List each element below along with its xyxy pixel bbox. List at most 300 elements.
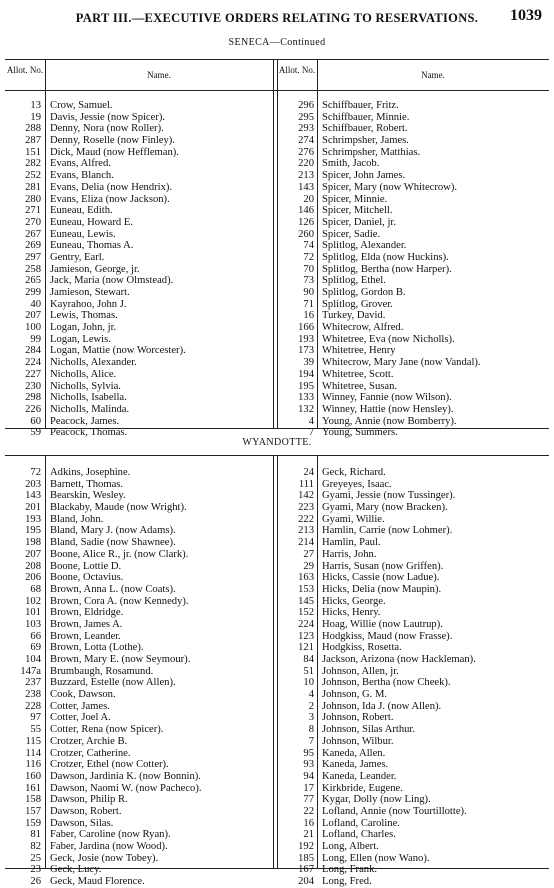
allottee-name: Cotter, Joel A.	[50, 712, 111, 724]
allottee-name: Jack, Maria (now Olmstead).	[50, 275, 174, 287]
allottee-name: Schiffbauer, Robert.	[322, 123, 408, 135]
allotment-number: 70	[303, 263, 314, 275]
allottee-name: Peacock, James.	[50, 415, 120, 427]
table-row	[5, 771, 549, 783]
allottee-name: Dawson, Silas.	[50, 817, 114, 829]
allotment-number: 222	[298, 513, 314, 525]
allotment-number: 287	[25, 135, 41, 147]
allottee-name: Bearskin, Wesley.	[50, 490, 126, 502]
allotment-number: 10	[303, 677, 314, 689]
allotment-number: 142	[298, 490, 314, 502]
allottee-name: Brown, Eldridge.	[50, 607, 124, 619]
table-row	[5, 112, 549, 124]
table-row	[5, 853, 549, 865]
allottee-name: Lofland, Charles.	[322, 829, 396, 841]
allotment-number: 71	[303, 298, 314, 310]
table-row	[5, 217, 549, 229]
allotment-number: 102	[25, 595, 41, 607]
allotment-number: 293	[298, 123, 314, 135]
allottee-name: Johnson, Allen, jr.	[322, 665, 399, 677]
allotment-number: 228	[25, 700, 41, 712]
table-row	[5, 322, 549, 334]
allottee-name: Logan, Mattie (now Worcester).	[50, 345, 186, 357]
allottee-name: Crotzer, Archie B.	[50, 735, 128, 747]
allottee-name: Brown, Anna L. (now Coats).	[50, 583, 176, 595]
allotment-number: 115	[25, 735, 41, 747]
allottee-name: Spicer, Minnie.	[322, 193, 388, 205]
allottee-name: Whitetree, Henry	[322, 345, 396, 357]
allottee-name: Geck, Josie (now Tobey).	[50, 852, 159, 864]
table-row	[5, 642, 549, 654]
table-row	[5, 561, 549, 573]
allottee-name: Crotzer, Ethel (now Cotter).	[50, 759, 169, 771]
table-row	[5, 490, 549, 502]
allotment-number: 223	[298, 502, 314, 514]
allotment-number: 208	[25, 560, 41, 572]
allottee-name: Brown, Mary E. (now Seymour).	[50, 654, 191, 665]
allottee-name: Cotter, James.	[50, 700, 110, 712]
allottee-name: Kygar, Dolly (now Ling).	[322, 794, 431, 806]
allotment-number: 295	[298, 111, 314, 123]
allotment-number: 227	[25, 368, 41, 380]
allotment-number: 258	[25, 263, 41, 275]
table-row	[5, 759, 549, 771]
allottee-name: Faber, Jardina (now Wood).	[50, 841, 168, 852]
wyandotte-rows	[5, 467, 549, 888]
allotment-number: 133	[298, 392, 314, 404]
allotment-number: 111	[298, 478, 314, 490]
wyandotte-section-title: WYANDOTTE.	[242, 437, 312, 448]
allotment-number: 7	[308, 427, 314, 439]
allotment-number: 213	[298, 170, 314, 182]
allotment-number: 281	[25, 181, 41, 193]
allottee-name: Logan, John, jr.	[50, 322, 117, 334]
table-row	[5, 525, 549, 537]
table-row	[5, 334, 549, 346]
table-row	[5, 864, 549, 876]
table-row	[5, 619, 549, 631]
allotment-number: 265	[25, 275, 41, 287]
table-row	[5, 689, 549, 701]
allotment-number: 145	[298, 595, 314, 607]
allotment-number: 161	[25, 782, 41, 794]
table-row	[5, 479, 549, 491]
seneca-col-name-right: Name.	[421, 70, 445, 80]
allottee-name: Splitlog, Gordon B.	[322, 287, 406, 298]
allottee-name: Davis, Jessie (now Spicer).	[50, 111, 166, 123]
allotment-number: 59	[30, 427, 41, 439]
allotment-number: 252	[25, 170, 41, 182]
allotment-number: 274	[298, 135, 314, 147]
allottee-name: Adkins, Josephine.	[50, 467, 131, 478]
allottee-name: Long, Albert.	[322, 841, 379, 852]
allotment-number: 4	[308, 415, 314, 427]
allotment-number: 94	[303, 770, 314, 782]
allotment-number: 21	[303, 829, 314, 841]
allottee-name: Bland, Mary J. (now Adams).	[50, 525, 176, 537]
allotment-number: 271	[25, 205, 41, 217]
allottee-name: Evans, Eliza (now Jackson).	[50, 193, 170, 205]
allottee-name: Hicks, Cassie (now Ladue).	[322, 572, 440, 584]
allottee-name: Splitlog, Bertha (now Harper).	[322, 263, 452, 275]
allottee-name: Euneau, Lewis.	[50, 228, 116, 240]
table-row	[5, 677, 549, 689]
allotment-number: 198	[25, 537, 41, 549]
table-row	[5, 229, 549, 241]
allottee-name: Hicks, George.	[322, 595, 386, 607]
allotment-number: 193	[25, 513, 41, 525]
table-row	[5, 794, 549, 806]
allottee-name: Gentry, Earl.	[50, 251, 105, 263]
table-row	[5, 404, 549, 416]
allottee-name: Geck, Lucy.	[50, 864, 102, 876]
allottee-name: Splitlog, Elda (now Huckins).	[322, 251, 449, 263]
allottee-name: Hodgkiss, Rosetta.	[322, 642, 402, 654]
allotment-number: 69	[30, 642, 41, 654]
table-row	[5, 701, 549, 713]
allottee-name: Splitlog, Ethel.	[322, 275, 386, 287]
allotment-number: 282	[25, 158, 41, 170]
allottee-name: Long, Frank.	[322, 864, 378, 876]
allottee-name: Evans, Blanch.	[50, 170, 114, 182]
allotment-number: 40	[30, 298, 41, 310]
table-row	[5, 158, 549, 170]
allotment-number: 201	[25, 502, 41, 514]
table-row	[5, 584, 549, 596]
allottee-name: Whitetree, Susan.	[322, 380, 398, 392]
allotment-number: 204	[298, 876, 314, 888]
allotment-number: 166	[298, 322, 314, 334]
allotment-number: 193	[298, 333, 314, 345]
allottee-name: Dick, Maud (now Heffleman).	[50, 146, 179, 158]
allotment-number: 132	[298, 403, 314, 415]
allotment-number: 214	[298, 537, 314, 549]
table-row	[5, 299, 549, 311]
table-row	[5, 252, 549, 264]
allottee-name: Johnson, G. M.	[322, 689, 388, 701]
allotment-number: 230	[25, 380, 41, 392]
allottee-name: Lewis, Thomas.	[50, 310, 118, 322]
allottee-name: Johnson, Ida J. (now Allen).	[322, 700, 442, 712]
allotment-number: 173	[298, 345, 314, 357]
allotment-number: 195	[298, 380, 314, 392]
table-row	[5, 100, 549, 112]
table-row	[5, 392, 549, 404]
allottee-name: Spicer, Mitchell.	[322, 205, 393, 217]
allottee-name: Johnson, Bertha (now Cheek).	[322, 677, 451, 689]
allotment-number: 22	[303, 805, 314, 817]
allottee-name: Hoag, Willie (now Lautrup).	[322, 618, 443, 630]
allottee-name: Jamieson, George, jr.	[50, 263, 140, 275]
table-row	[5, 135, 549, 147]
allottee-name: Euneau, Howard E.	[50, 216, 133, 228]
allotment-number: 220	[298, 158, 314, 170]
allotment-number: 68	[30, 583, 41, 595]
allottee-name: Johnson, Silas Arthur.	[322, 724, 415, 736]
allotment-number: 192	[298, 841, 314, 852]
seneca-section-title: SENECA—Continued	[228, 37, 326, 48]
allotment-number: 207	[25, 548, 41, 560]
allotment-number: 267	[25, 228, 41, 240]
allottee-name: Denny, Roselle (now Finley).	[50, 135, 175, 147]
allottee-name: Kaneda, James.	[322, 759, 389, 771]
table-row	[5, 549, 549, 561]
allottee-name: Crow, Samuel.	[50, 100, 113, 111]
wyandotte-table	[5, 455, 549, 888]
allottee-name: Dawson, Naomi W. (now Pacheco).	[50, 782, 202, 794]
allottee-name: Peacock, Thomas.	[50, 427, 128, 439]
allottee-name: Nicholls, Malinda.	[50, 403, 130, 415]
allottee-name: Euneau, Edith.	[50, 205, 113, 217]
allottee-name: Dawson, Robert.	[50, 805, 122, 817]
allotment-number: 104	[25, 654, 41, 665]
allotment-number: 143	[25, 490, 41, 502]
allotment-number: 151	[25, 146, 41, 158]
allotment-number: 7	[308, 735, 314, 747]
allottee-name: Bland, Sadie (now Shawnee).	[50, 537, 176, 549]
allotment-number: 260	[298, 228, 314, 240]
allottee-name: Blackaby, Maude (now Wright).	[50, 502, 187, 514]
allotment-number: 93	[303, 759, 314, 771]
allottee-name: Cotter, Rena (now Spicer).	[50, 724, 164, 736]
allotment-number: 19	[30, 111, 41, 123]
table-row	[5, 818, 549, 830]
allotment-number: 123	[298, 630, 314, 642]
allottee-name: Winney, Hattie (now Hensley).	[322, 403, 454, 415]
table-row	[5, 369, 549, 381]
allottee-name: Kirkbride, Eugene.	[322, 782, 403, 794]
table-row	[5, 666, 549, 678]
allottee-name: Hamlin, Paul.	[322, 537, 381, 549]
allotment-number: 60	[30, 415, 41, 427]
allotment-number: 224	[298, 618, 314, 630]
allottee-name: Nicholls, Alexander.	[50, 357, 137, 369]
seneca-table	[5, 59, 549, 439]
allotment-number: 29	[303, 560, 314, 572]
allottee-name: Hicks, Delia (now Maupin).	[322, 583, 442, 595]
allottee-name: Spicer, John James.	[322, 170, 406, 182]
allotment-number: 25	[30, 852, 41, 864]
allotment-number: 90	[303, 287, 314, 298]
allottee-name: Splitlog, Grover.	[322, 298, 393, 310]
allotment-number: 72	[303, 251, 314, 263]
allotment-number: 280	[25, 193, 41, 205]
allotment-number: 167	[298, 864, 314, 876]
allottee-name: Boone, Octavius.	[50, 572, 124, 584]
table-row	[5, 194, 549, 206]
allotment-number: 185	[298, 852, 314, 864]
allottee-name: Boone, Lottie D.	[50, 560, 122, 572]
allotment-number: 23	[30, 864, 41, 876]
allotment-number: 143	[298, 181, 314, 193]
allottee-name: Brown, James A.	[50, 618, 123, 630]
allotment-number: 276	[298, 146, 314, 158]
allottee-name: Brown, Leander.	[50, 630, 121, 642]
allotment-number: 270	[25, 216, 41, 228]
allotment-number: 100	[25, 322, 41, 334]
allottee-name: Gyami, Willie.	[322, 513, 385, 525]
allottee-name: Denny, Nora (now Roller).	[50, 123, 164, 135]
table-row	[5, 631, 549, 643]
allottee-name: Turkey, David.	[322, 310, 386, 322]
allotment-number: 26	[30, 876, 41, 888]
table-row	[5, 537, 549, 549]
allottee-name: Dawson, Jardinia K. (now Bonnin).	[50, 770, 201, 782]
table-row	[5, 240, 549, 252]
allotment-number: 296	[298, 100, 314, 111]
table-row	[5, 724, 549, 736]
allottee-name: Johnson, Wilbur.	[322, 735, 394, 747]
allottee-name: Brown, Cora A. (now Kennedy).	[50, 595, 189, 607]
allottee-name: Kaneda, Leander.	[322, 770, 397, 782]
allotment-number: 157	[25, 805, 41, 817]
allottee-name: Whitetree, Scott.	[322, 368, 394, 380]
allottee-name: Lofland, Annie (now Tourtillotte).	[322, 805, 467, 817]
allotment-number: 3	[308, 712, 314, 724]
allottee-name: Hamlin, Carrie (now Lohmer).	[322, 525, 453, 537]
allottee-name: Nicholls, Sylvia.	[50, 380, 121, 392]
table-row	[5, 607, 549, 619]
allotment-number: 126	[298, 216, 314, 228]
allotment-number: 195	[25, 525, 41, 537]
allotment-number: 74	[303, 240, 314, 252]
allotment-number: 213	[298, 525, 314, 537]
allotment-number: 158	[25, 794, 41, 806]
allottee-name: Jamieson, Stewart.	[50, 287, 130, 298]
allottee-name: Smith, Jacob.	[322, 158, 380, 170]
table-row	[5, 357, 549, 369]
allottee-name: Kayrahoo, John J.	[50, 298, 127, 310]
allotment-number: 20	[303, 193, 314, 205]
table-row	[5, 572, 549, 584]
allotment-number: 4	[308, 689, 314, 701]
allottee-name: Faber, Caroline (now Ryan).	[50, 829, 171, 841]
allotment-number: 114	[25, 747, 41, 759]
allotment-number: 238	[25, 689, 41, 701]
table-row	[5, 205, 549, 217]
table-row	[5, 147, 549, 159]
allottee-name: Lofland, Caroline.	[322, 817, 400, 829]
allotment-number: 72	[30, 467, 41, 478]
allotment-number: 298	[25, 392, 41, 404]
table-row	[5, 467, 549, 479]
allotment-number: 153	[298, 583, 314, 595]
allottee-name: Bland, John.	[50, 513, 104, 525]
allottee-name: Kaneda, Allen.	[322, 747, 386, 759]
allotment-number: 103	[25, 618, 41, 630]
allottee-name: Spicer, Sadie.	[322, 228, 381, 240]
allottee-name: Evans, Delia (now Hendrix).	[50, 181, 173, 193]
allotment-number: 194	[298, 368, 314, 380]
allotment-number: 147a	[20, 665, 41, 677]
table-row	[5, 829, 549, 841]
table-row	[5, 736, 549, 748]
allottee-name: Harris, John.	[322, 548, 377, 560]
table-row	[5, 170, 549, 182]
allotment-number: 82	[30, 841, 41, 852]
allotment-number: 224	[25, 357, 41, 369]
allottee-name: Long, Ellen (now Wano).	[322, 852, 430, 864]
allottee-name: Logan, Lewis.	[50, 333, 111, 345]
allotment-number: 51	[303, 665, 314, 677]
allotment-number: 16	[303, 817, 314, 829]
allotment-number: 226	[25, 403, 41, 415]
table-row	[5, 596, 549, 608]
table-row	[5, 841, 549, 853]
allotment-number: 237	[25, 677, 41, 689]
allotment-number: 13	[30, 100, 41, 111]
allotment-number: 146	[298, 205, 314, 217]
allotment-number: 163	[298, 572, 314, 584]
table-row	[5, 514, 549, 526]
table-row	[5, 416, 549, 428]
running-title: PART III.—EXECUTIVE ORDERS RELATING TO RESERVATIONS.	[75, 11, 479, 25]
allottee-name: Brumbaugh, Rosamund.	[50, 665, 154, 677]
allottee-name: Splitlog, Alexander.	[322, 240, 407, 252]
table-row	[5, 287, 549, 299]
allotment-number: 81	[30, 829, 41, 841]
allotment-number: 73	[303, 275, 314, 287]
allotment-number: 97	[30, 712, 41, 724]
allottee-name: Johnson, Robert.	[322, 712, 394, 724]
allotment-number: 95	[303, 747, 314, 759]
allotment-number: 160	[25, 770, 41, 782]
allottee-name: Whitetree, Eva (now Nicholls).	[322, 333, 455, 345]
allottee-name: Geck, Maud Florence.	[50, 876, 145, 888]
table-row	[5, 264, 549, 276]
allotment-number: 16	[303, 310, 314, 322]
allotment-number: 101	[25, 607, 41, 619]
allottee-name: Jackson, Arizona (now Hackleman).	[322, 654, 476, 665]
table-row	[5, 502, 549, 514]
allottee-name: Nicholls, Isabella.	[50, 392, 127, 404]
allottee-name: Gyami, Mary (now Bracken).	[322, 502, 448, 514]
seneca-rows	[5, 100, 549, 439]
allottee-name: Geck, Richard.	[322, 467, 386, 478]
allotment-number: 297	[25, 251, 41, 263]
allotment-number: 207	[25, 310, 41, 322]
allottee-name: Brown, Lotta (Lothe).	[50, 642, 144, 654]
allotment-number: 66	[30, 630, 41, 642]
allottee-name: Dawson, Philip R.	[50, 794, 128, 806]
table-row	[5, 654, 549, 666]
allottee-name: Schiffbauer, Fritz.	[322, 100, 399, 111]
allotment-number: 116	[25, 759, 41, 771]
allotment-number: 159	[25, 817, 41, 829]
allottee-name: Barnett, Thomas.	[50, 478, 124, 490]
allotment-number: 2	[308, 700, 314, 712]
allotment-number: 17	[303, 782, 314, 794]
allottee-name: Spicer, Daniel, jr.	[322, 216, 397, 228]
allottee-name: Crotzer, Catherine.	[50, 747, 131, 759]
table-row	[5, 876, 549, 888]
allotment-number: 24	[303, 467, 314, 478]
allottee-name: Schrimpsher, James.	[322, 135, 409, 147]
allottee-name: Schrimpsher, Matthias.	[322, 146, 421, 158]
allotment-number: 77	[303, 794, 314, 806]
allotment-number: 284	[25, 345, 41, 357]
allottee-name: Greyeyes, Isaac.	[322, 478, 392, 490]
table-row	[5, 182, 549, 194]
allotment-number: 27	[303, 548, 314, 560]
allotment-number: 39	[303, 357, 314, 369]
table-row	[5, 275, 549, 287]
allottee-name: Whitecrow, Alfred.	[322, 322, 404, 334]
allottee-name: Winney, Fannie (now Wilson).	[322, 392, 452, 404]
allotment-number: 152	[298, 607, 314, 619]
seneca-col-allot-left: Allot. No.	[6, 65, 44, 75]
table-row	[5, 123, 549, 135]
